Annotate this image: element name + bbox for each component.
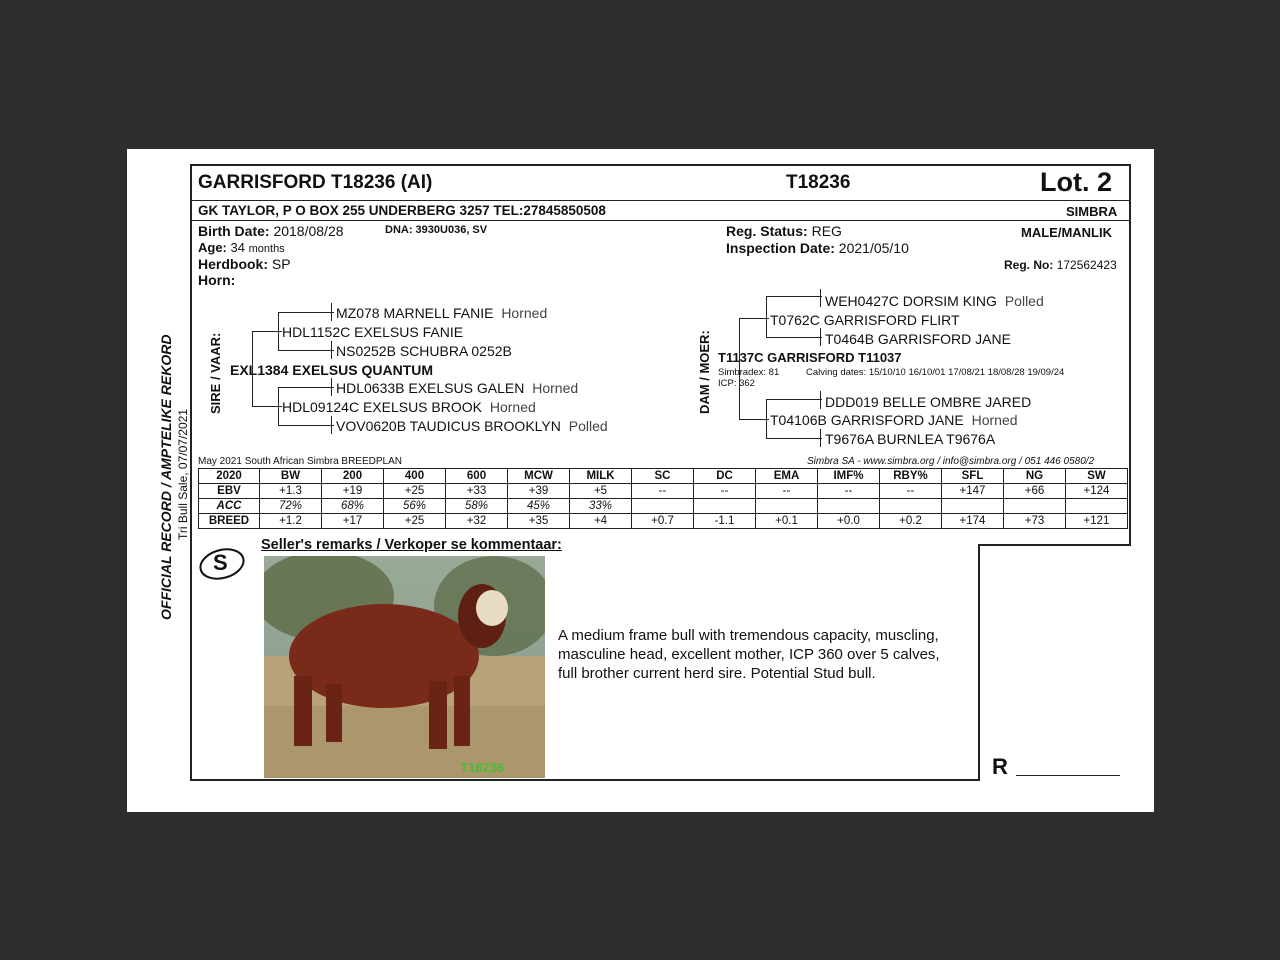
table-row-breed: BREED +1.2 +17 +25 +32 +35 +4 +0.7 -1.1 +0.1 +0.0 +0.2 +174 +73 +121 bbox=[199, 514, 1128, 529]
seller-logo-icon: S bbox=[198, 546, 248, 582]
sire-grandsire: HDL1152C EXELSUS FANIE bbox=[282, 324, 464, 340]
herdbook: Herdbook: SP bbox=[198, 256, 291, 272]
animal-name: GARRISFORD T18236 (AI) bbox=[198, 172, 433, 193]
dam-name: T1137C GARRISFORD T11037 bbox=[718, 350, 902, 365]
sale-label: Tri Bull Sale, 07/07/2021 bbox=[176, 409, 190, 540]
dam-granddam: T04106B GARRISFORD JANE Horned bbox=[770, 412, 1018, 428]
remarks-title: Seller's remarks / Verkoper se kommentaar: bbox=[261, 537, 562, 553]
horn-label: Horn: bbox=[198, 272, 236, 288]
reg-number: Reg. No: 172562423 bbox=[1004, 258, 1117, 272]
birth-date: Birth Date: 2018/08/28 bbox=[198, 223, 344, 239]
breedplan-caption: May 2021 South African Simbra BREEDPLAN bbox=[198, 456, 402, 467]
animal-id: T18236 bbox=[786, 172, 851, 193]
sire-name: EXL1384 EXELSUS QUANTUM bbox=[230, 362, 434, 378]
bull-photo bbox=[264, 556, 545, 778]
price-label: R bbox=[992, 754, 1008, 779]
dam-label: DAM / MOER: bbox=[697, 330, 712, 414]
dam-grandsire-sire: WEH0427C DORSIM KING Polled bbox=[825, 293, 1044, 309]
photo-tag: T18236 bbox=[460, 760, 505, 775]
official-record-label: OFFICIAL RECORD / AMPTELIKE REKORD bbox=[158, 334, 174, 620]
price-line[interactable] bbox=[1016, 775, 1120, 776]
sire-label: SIRE / VAAR: bbox=[208, 332, 223, 414]
breed-label: SIMBRA bbox=[1066, 204, 1118, 219]
dam-icp: ICP: 362 bbox=[718, 378, 755, 389]
table-row-acc: ACC 72% 68% 56% 58% 45% 33% bbox=[199, 499, 1128, 514]
dam-grandsire-dam: T0464B GARRISFORD JANE bbox=[825, 331, 1011, 347]
table-row-ebv: EBV +1.3 +19 +25 +33 +39 +5 -- -- -- -- -- +147 +66 +124 bbox=[199, 484, 1128, 499]
ebv-table bbox=[198, 468, 1128, 529]
breedplan-contact: Simbra SA - www.simbra.org / info@simbra.org / 051 446 0580/2 bbox=[807, 456, 1095, 467]
lot-number: Lot. 2 bbox=[1040, 167, 1112, 197]
sire-grandsire-sire: MZ078 MARNELL FANIE Horned bbox=[336, 305, 548, 321]
seller-remarks-text: A medium frame bull with tremendous capacity, muscling, masculine head, excellent mother, ICP 360 over 5 calves, full brother current herd sire. Potential Stud bull. bbox=[558, 627, 940, 682]
age: Age: 34 months bbox=[198, 240, 285, 255]
sire-granddam-sire: HDL0633B EXELSUS GALEN Horned bbox=[336, 380, 579, 396]
dam-granddam-dam: T9676A BURNLEA T9676A bbox=[825, 431, 996, 447]
dna-code: DNA: 3930U036, SV bbox=[385, 224, 488, 236]
breeder-address: GK TAYLOR, P O BOX 255 UNDERBERG 3257 TEL:27845850508 bbox=[198, 203, 606, 218]
dam-simbradex: Simbradex: 81 bbox=[718, 367, 780, 378]
sire-grandsire-dam: NS0252B SCHUBRA 0252B bbox=[336, 343, 512, 359]
table-header-row: 2020 BW 200 400 600 MCW MILK SC DC EMA IMF% RBY% SFL NG SW bbox=[199, 469, 1128, 484]
dam-calving-dates: Calving dates: 15/10/10 16/10/01 17/08/21 18/08/28 19/09/24 bbox=[806, 367, 1065, 378]
dam-granddam-sire: DDD019 BELLE OMBRE JARED bbox=[825, 394, 1032, 410]
sire-granddam-dam: VOV0620B TAUDICUS BROOKLYN Polled bbox=[336, 418, 608, 434]
reg-status: Reg. Status: REG bbox=[726, 223, 842, 239]
dam-grandsire: T0762C GARRISFORD FLIRT bbox=[770, 312, 960, 328]
sex-label: MALE/MANLIK bbox=[1021, 225, 1112, 240]
inspection-date: Inspection Date: 2021/05/10 bbox=[726, 240, 909, 256]
sire-granddam: HDL09124C EXELSUS BROOK Horned bbox=[282, 399, 536, 415]
